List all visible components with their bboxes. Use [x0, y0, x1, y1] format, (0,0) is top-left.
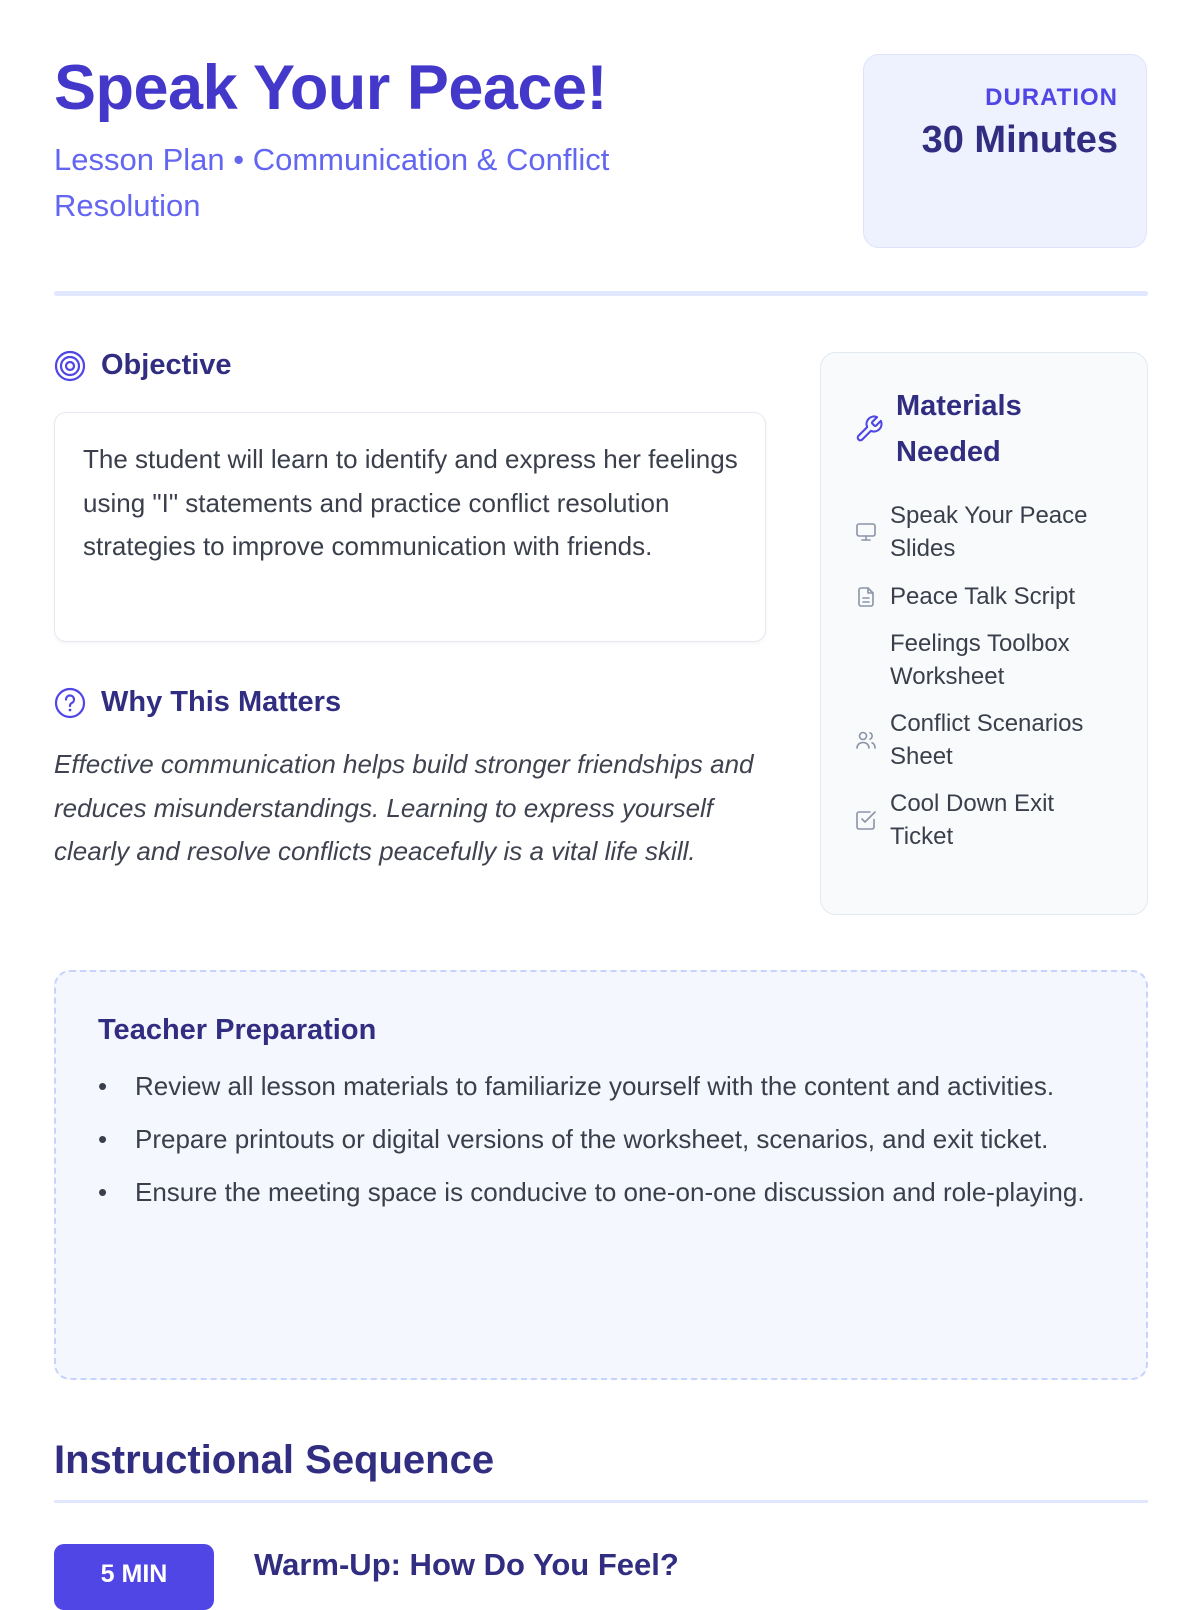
preparation-item: • Review all lesson materials to familiarize yourself with the content and activities.	[98, 1071, 1055, 1101]
why-text: Effective communication helps build stronger friendships and reduces misunderstandings. Learning to express yourself clearly and resolve conflicts peacefully is a vital life skill.	[54, 749, 754, 866]
preparation-item: • Prepare printouts or digital versions of the worksheet, scenarios, and exit ticket.	[98, 1124, 1049, 1154]
target-icon	[54, 350, 86, 382]
duration-label: DURATION	[985, 84, 1118, 111]
preparation-list	[98, 1066, 1104, 1212]
preparation-heading: Teacher Preparation	[98, 1014, 377, 1046]
sequence-heading: Instructional Sequence	[54, 1438, 495, 1482]
page-subtitle: Lesson Plan • Communication & Conflict Resolution	[54, 142, 610, 223]
duration-card	[863, 54, 1147, 248]
material-label: Speak Your Peace Slides	[890, 502, 1088, 562]
preparation-item: • Ensure the meeting space is conducive to one-on-one discussion and role-playing.	[98, 1177, 1085, 1207]
document-icon	[854, 585, 878, 609]
step-duration-badge: 5 MIN	[54, 1544, 214, 1610]
checkbox-icon	[854, 808, 878, 832]
material-item	[854, 707, 1110, 773]
objective-heading	[54, 349, 232, 382]
why-heading	[54, 686, 341, 719]
material-item	[854, 580, 1120, 613]
sequence-divider	[54, 1500, 1148, 1503]
duration-value: 30 Minutes	[921, 119, 1118, 161]
monitor-icon	[854, 520, 878, 544]
materials-card	[820, 352, 1148, 915]
material-item	[854, 627, 1110, 693]
header-divider	[54, 291, 1148, 296]
materials-heading	[854, 383, 1066, 475]
material-label: Peace Talk Script	[890, 583, 1075, 610]
objective-heading-label: Objective	[101, 349, 232, 381]
material-item	[854, 787, 1090, 853]
feelings-toolbox-icon	[854, 648, 878, 672]
wrench-icon	[854, 414, 884, 444]
objective-text: The student will learn to identify and express her feelings using "I" statements and practice conflict resolution strategies to improve communication with friends.	[54, 412, 766, 642]
material-label: Conflict Scenarios Sheet	[890, 710, 1084, 770]
materials-heading-label: Materials Needed	[896, 390, 1022, 468]
material-item	[854, 499, 1110, 565]
material-label: Cool Down Exit Ticket	[890, 790, 1055, 850]
material-label: Feelings Toolbox Worksheet	[890, 630, 1070, 690]
question-circle-icon	[54, 687, 86, 719]
users-icon	[854, 728, 878, 752]
teacher-preparation-box	[54, 970, 1148, 1380]
page-title: Speak Your Peace!	[54, 53, 607, 123]
step-title: Warm-Up: How Do You Feel?	[254, 1547, 679, 1582]
why-heading-label: Why This Matters	[101, 686, 342, 718]
